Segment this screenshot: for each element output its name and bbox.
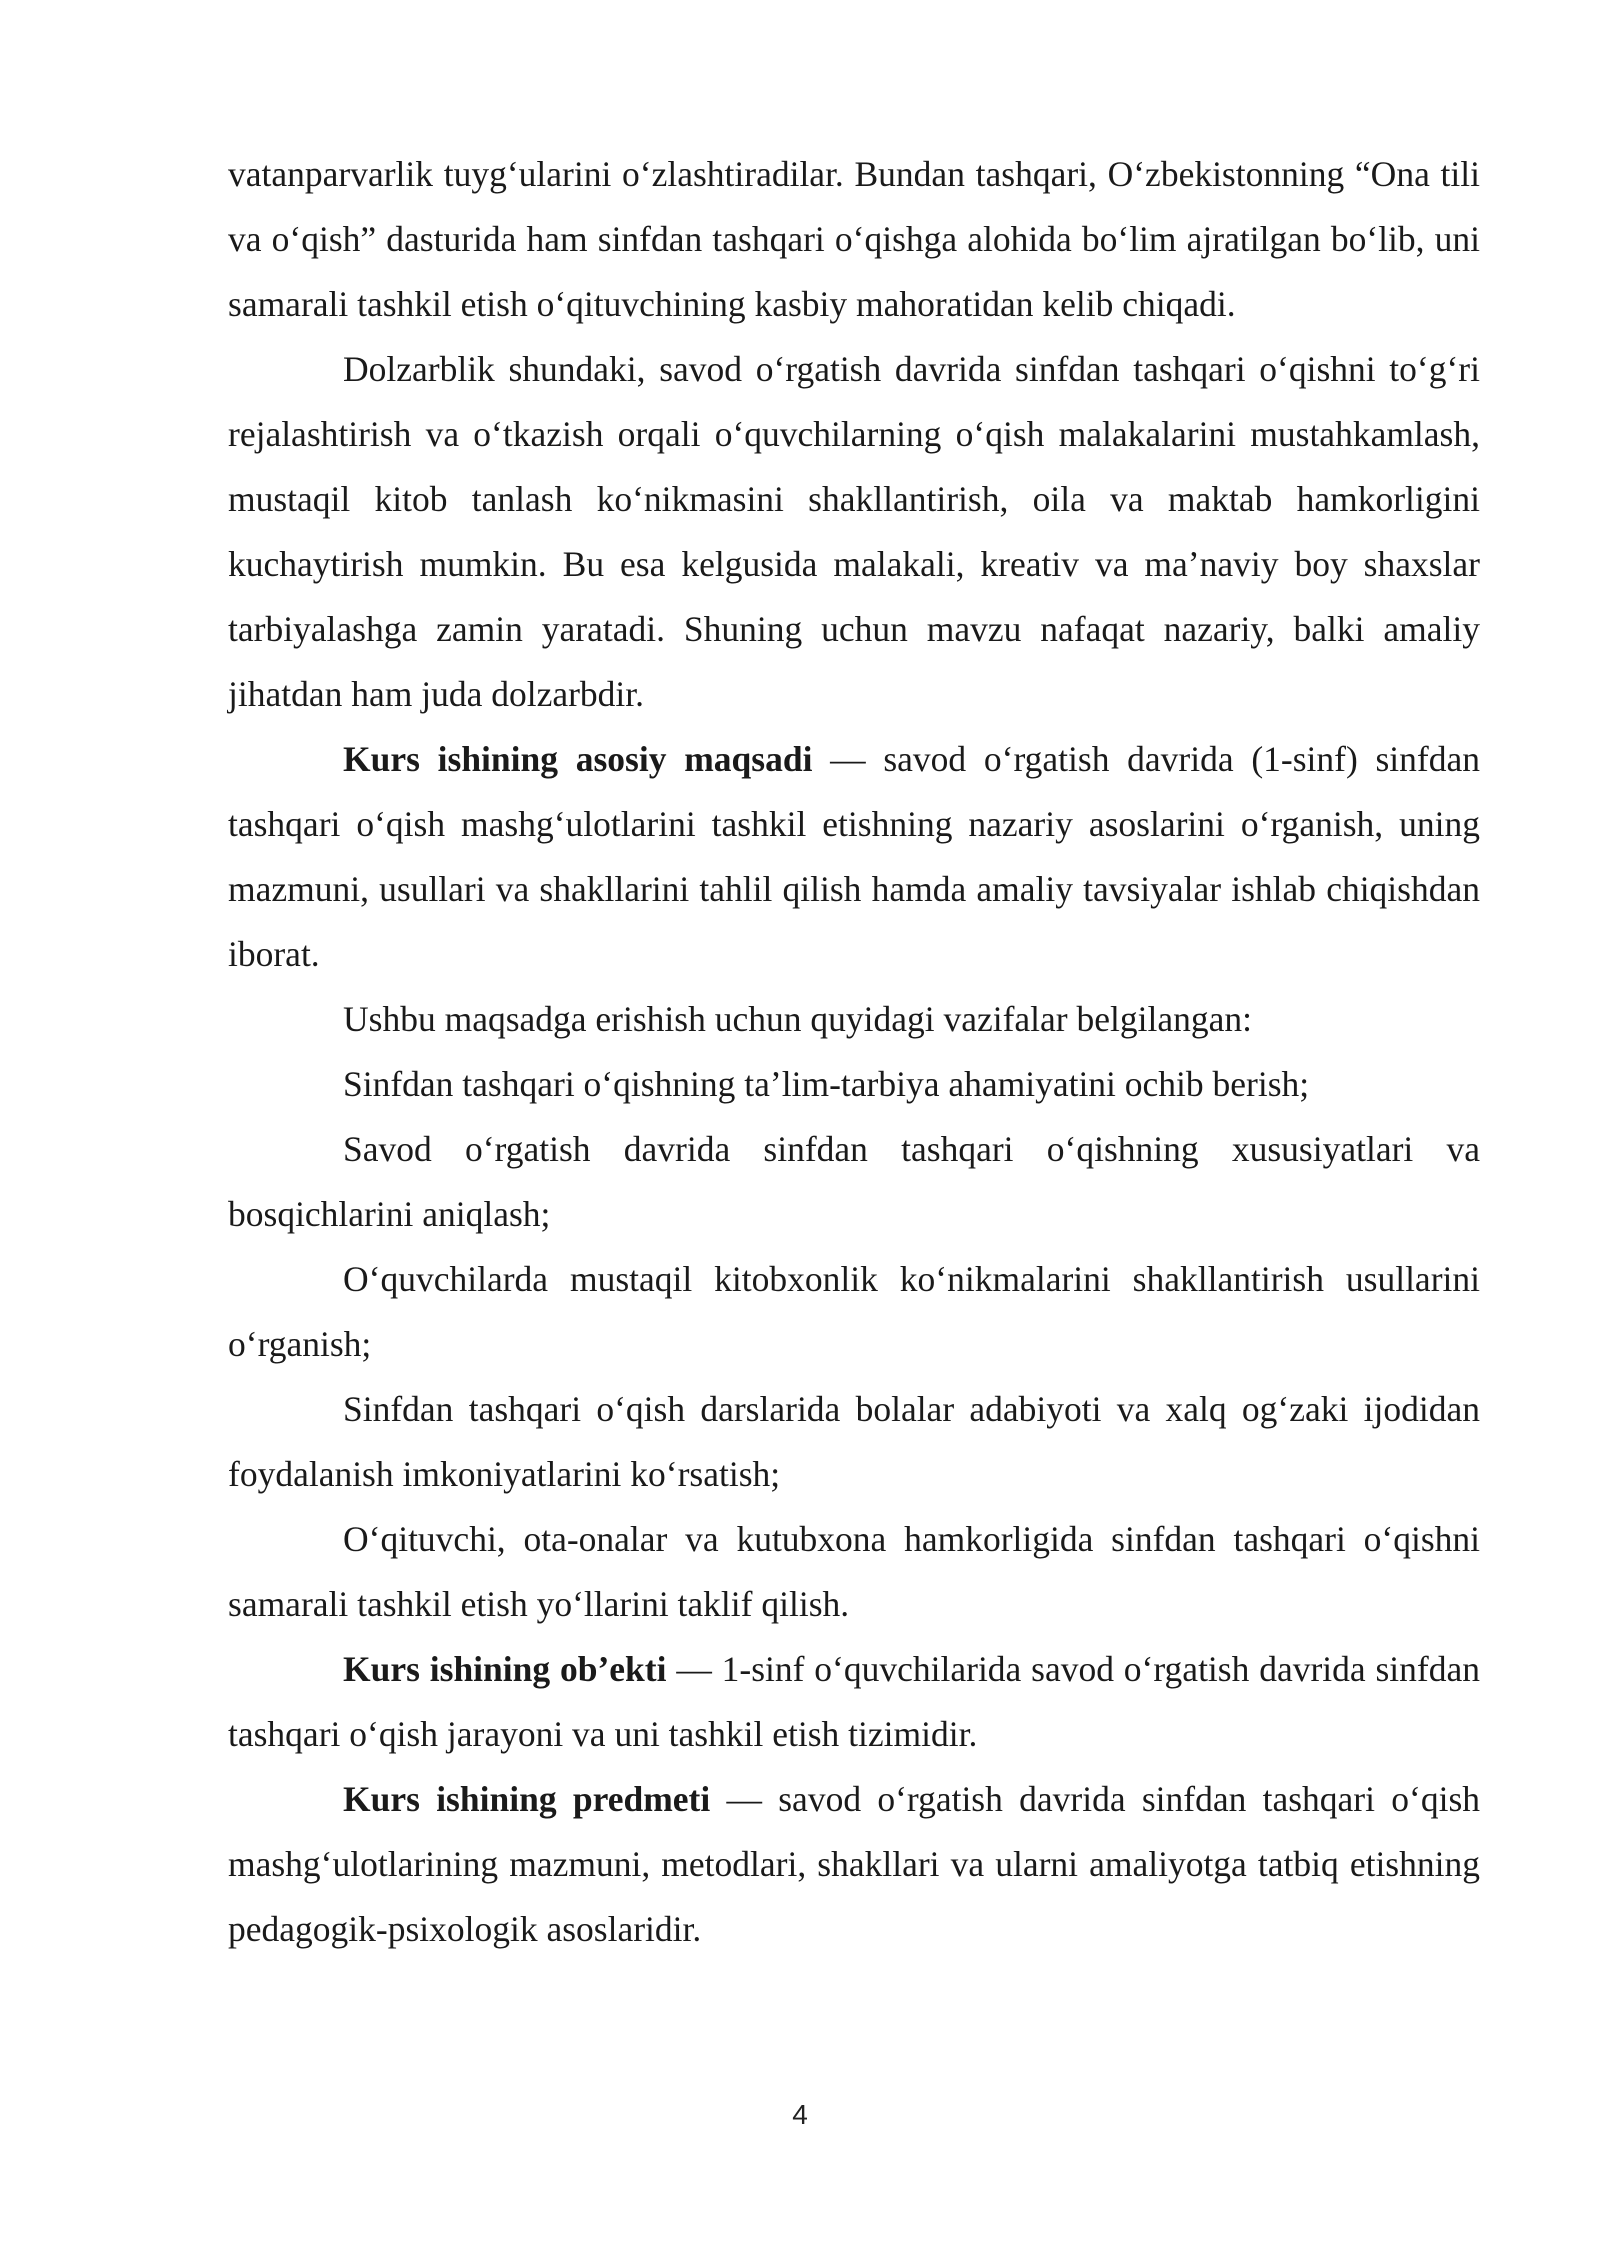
subject-heading: Kurs ishining predmeti xyxy=(343,1779,711,1819)
object-heading: Kurs ishining obʼekti xyxy=(343,1649,667,1689)
paragraph-goal xyxy=(228,727,1480,987)
task-item: Oʻqituvchi, ota-onalar va kutubxona hamkorligida sinfdan tashqari oʻqishni samarali tashkil etish yoʻllarini taklif qilish. xyxy=(228,1519,1480,1624)
object-text: — 1-sinf oʻquvchilarida savod oʻrgatish davrida sinfdan tashqari oʻqish jarayoni va uni tashkil etish tizimidir. xyxy=(228,1649,1480,1754)
subject-text: — savod oʻrgatish davrida sinfdan tashqari oʻqish mashgʻulotlarining mazmuni, metodlari, shakllari va ularni amaliyotga tatbiq etishning pedagogik-psixologik asoslaridir. xyxy=(228,1779,1481,1949)
goal-text: — savod oʻrgatish davrida (1-sinf) sinfdan tashqari oʻqish mashgʻulotlarini tashkil etishning nazariy asoslarini oʻrganish, uning mazmuni, usullari va shakllarini tahlil qilish hamda amaliy tavsiyalar ishlab chiqishdan iborat. xyxy=(228,739,1481,974)
paragraph-tasks-intro: Ushbu maqsadga erishish uchun quyidagi vazifalar belgilangan: xyxy=(343,999,1252,1039)
paragraph-subject xyxy=(228,1767,1480,1962)
task-item: Oʻquvchilarda mustaqil kitobxonlik koʻnikmalarini shakllantirish usullarini oʻrganish; xyxy=(228,1259,1480,1364)
task-item: Sinfdan tashqari oʻqishning taʼlim-tarbiya ahamiyatini ochib berish; xyxy=(343,1064,1310,1104)
paragraph-relevance: Dolzarblik shundaki, savod oʻrgatish davrida sinfdan tashqari oʻqishni toʻgʻri rejalashtirish va oʻtkazish orqali oʻquvchilarning oʻqish malakalarini mustahkamlash, mustaqil kitob tanlash koʻnikmasini shakllantirish, oila va maktab hamkorligini kuchaytirish mumkin. Bu esa kelgusida malakali, kreativ va maʼnaviy boy shaxslar tarbiyalashga zamin yaratadi. Shuning uchun mavzu nafaqat nazariy, balki amaliy jihatdan ham juda dolzarbdir. xyxy=(228,349,1480,714)
goal-heading: Kurs ishining asosiy maqsadi xyxy=(343,739,813,779)
task-item: Sinfdan tashqari oʻqish darslarida bolalar adabiyoti va xalq ogʻzaki ijodidan foydalanish imkoniyatlarini koʻrsatish; xyxy=(228,1389,1480,1494)
task-item: Savod oʻrgatish davrida sinfdan tashqari oʻqishning xususiyatlari va bosqichlarini aniqlash; xyxy=(228,1129,1480,1234)
paragraph-continuation: vatanparvarlik tuygʻularini oʻzlashtiradilar. Bundan tashqari, Oʻzbekistonning “Ona tili va oʻqish” dasturida ham sinfdan tashqari oʻqishga alohida boʻlim ajratilgan boʻlib, uni samarali tashkil etish oʻqituvchining kasbiy mahoratidan kelib chiqadi. xyxy=(228,154,1480,324)
page-body xyxy=(228,142,1480,1962)
paragraph-object xyxy=(228,1637,1480,1767)
page-number: 4 xyxy=(792,2099,808,2130)
